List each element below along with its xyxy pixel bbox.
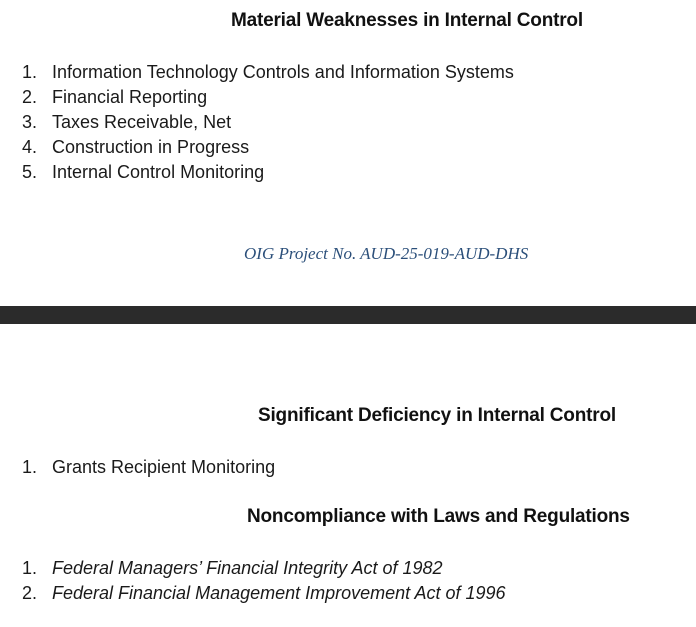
list-item-number: 4. <box>22 137 38 157</box>
list-item-number: 1. <box>22 62 38 82</box>
list-item <box>22 160 514 185</box>
material-weaknesses-heading: Material Weaknesses in Internal Control <box>231 10 583 31</box>
list-item-text: Federal Managers’ Financial Integrity Act of 1982 <box>52 558 443 578</box>
list-item-number: 2. <box>22 87 38 107</box>
list-item-number: 1. <box>22 558 38 578</box>
list-item-number: 1. <box>22 457 38 477</box>
list-item <box>22 85 514 110</box>
significant-deficiency-heading: Significant Deficiency in Internal Control <box>258 405 616 426</box>
list-item <box>22 110 514 135</box>
page-divider <box>0 306 696 324</box>
list-item-number: 5. <box>22 162 38 182</box>
list-item-number: 3. <box>22 112 38 132</box>
noncompliance-list <box>22 556 506 606</box>
list-item <box>22 455 275 480</box>
list-item-text: Federal Financial Management Improvement Act of 1996 <box>52 583 506 603</box>
list-item-number: 2. <box>22 583 38 603</box>
list-item-text: Information Technology Controls and Information Systems <box>52 62 514 82</box>
list-item-text: Grants Recipient Monitoring <box>52 457 276 477</box>
list-item <box>22 556 506 581</box>
list-item-text: Financial Reporting <box>52 87 208 107</box>
list-item-text: Construction in Progress <box>52 137 250 157</box>
list-item-text: Taxes Receivable, Net <box>52 112 232 132</box>
project-number-footer: OIG Project No. AUD-25-019-AUD-DHS <box>244 244 529 263</box>
list-item <box>22 135 514 160</box>
list-item-text: Internal Control Monitoring <box>52 162 265 182</box>
noncompliance-heading: Noncompliance with Laws and Regulations <box>247 506 630 527</box>
list-item <box>22 581 506 606</box>
significant-deficiency-list <box>22 455 275 480</box>
material-weaknesses-list <box>22 60 514 185</box>
list-item <box>22 60 514 85</box>
